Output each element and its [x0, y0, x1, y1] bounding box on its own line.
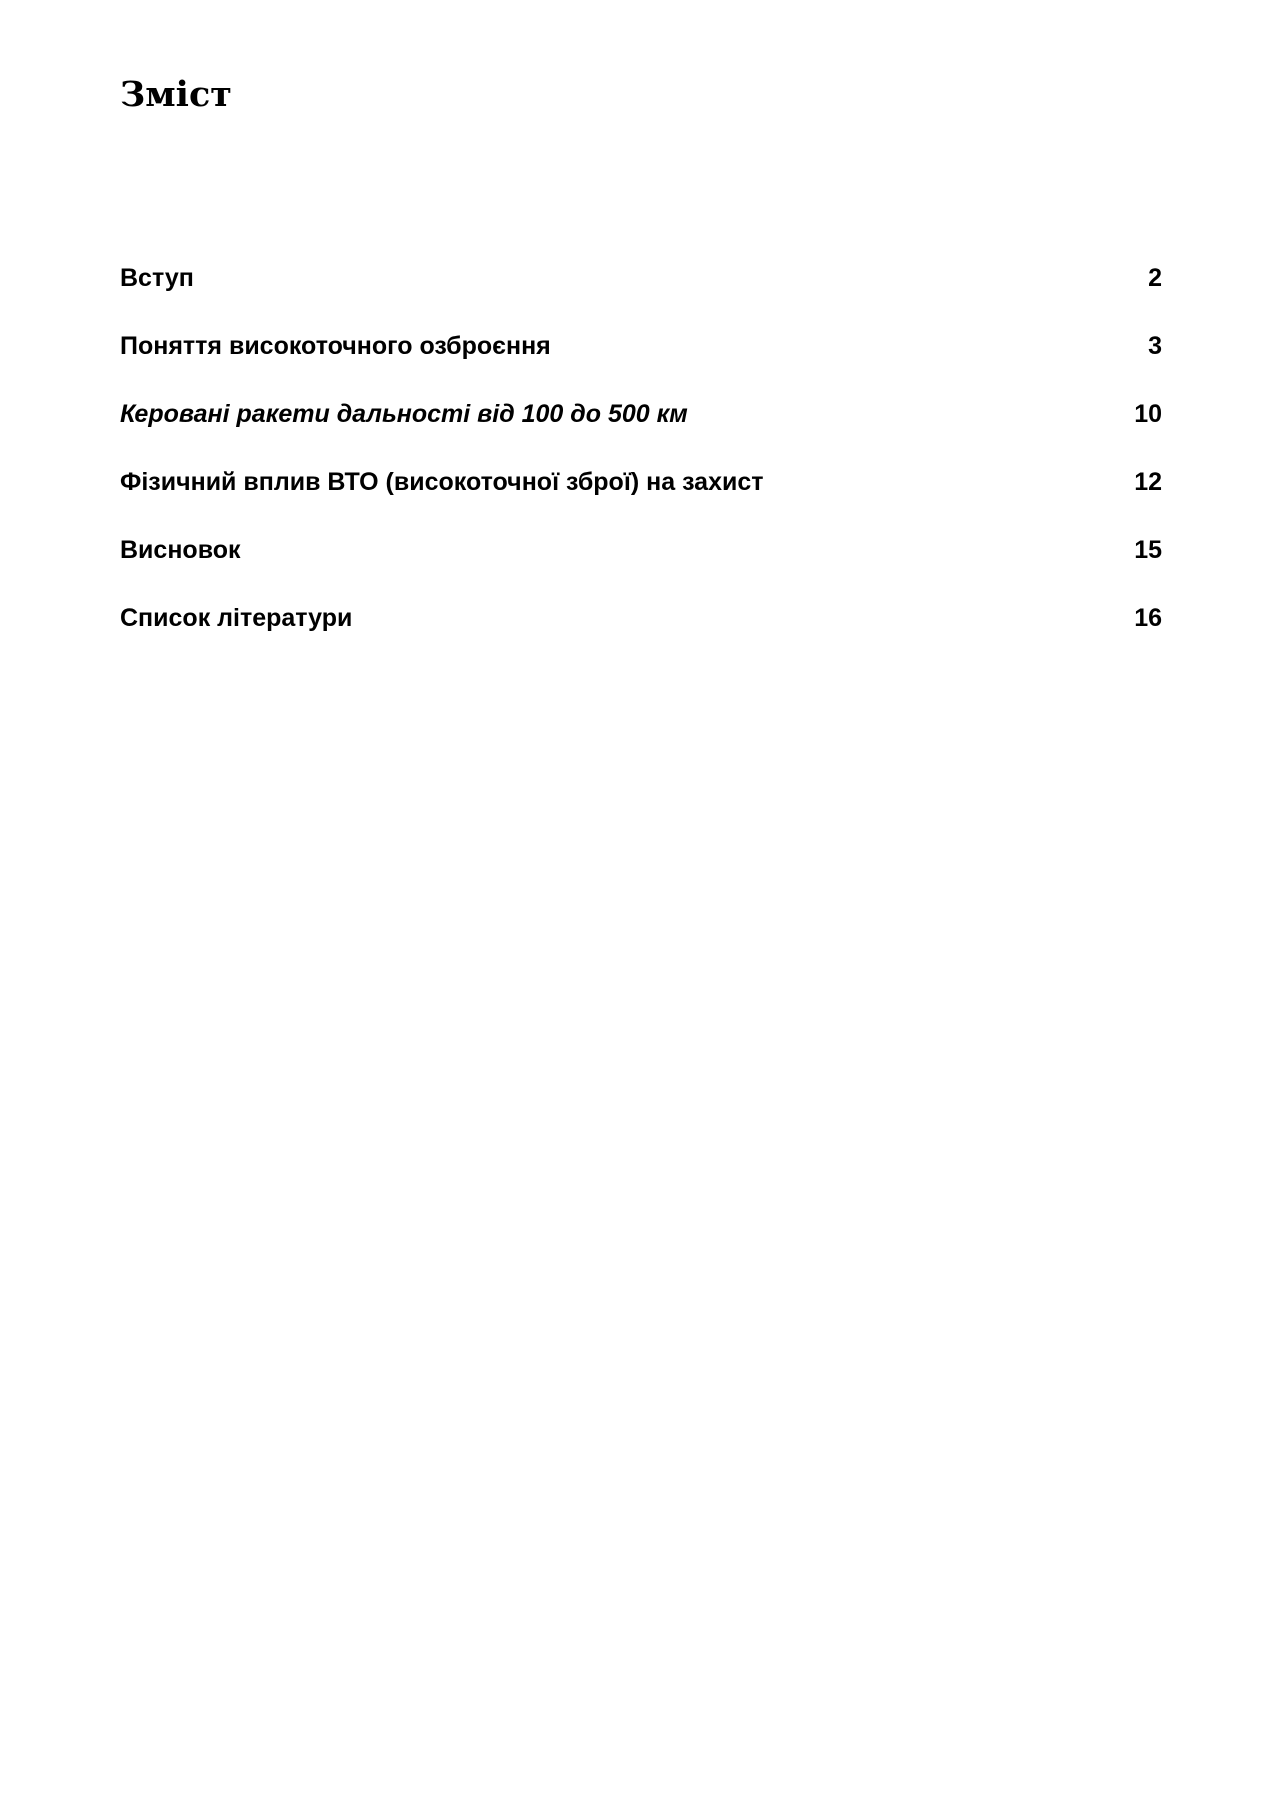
toc-entry-label: Висновок [120, 536, 241, 564]
toc-entry-label: Список літератури [120, 604, 353, 632]
toc-entry-label: Поняття високоточного озброєння [120, 332, 551, 360]
toc-entry-page-number: 10 [1134, 400, 1162, 428]
toc-entry-concept[interactable] [120, 326, 1162, 394]
table-of-contents [120, 258, 1162, 666]
page-title: Зміст [120, 74, 232, 115]
toc-entry-page-number: 12 [1134, 468, 1162, 496]
toc-entry-guided-missiles[interactable] [120, 394, 1162, 462]
toc-entry-physical-impact[interactable] [120, 462, 1162, 530]
toc-entry-page-number: 16 [1134, 604, 1162, 632]
toc-entry-page-number: 3 [1148, 332, 1162, 360]
toc-entry-page-number: 2 [1148, 264, 1162, 292]
toc-entry-page-number: 15 [1134, 536, 1162, 564]
toc-entry-conclusion[interactable] [120, 530, 1162, 598]
toc-entry-references[interactable] [120, 598, 1162, 666]
toc-entry-label: Фізичний вплив ВТО (високоточної зброї) на захист [120, 468, 764, 496]
toc-entry-label: Вступ [120, 264, 194, 292]
toc-entry-label: Керовані ракети дальності від 100 до 500 км [120, 400, 688, 428]
toc-entry-intro[interactable] [120, 258, 1162, 326]
